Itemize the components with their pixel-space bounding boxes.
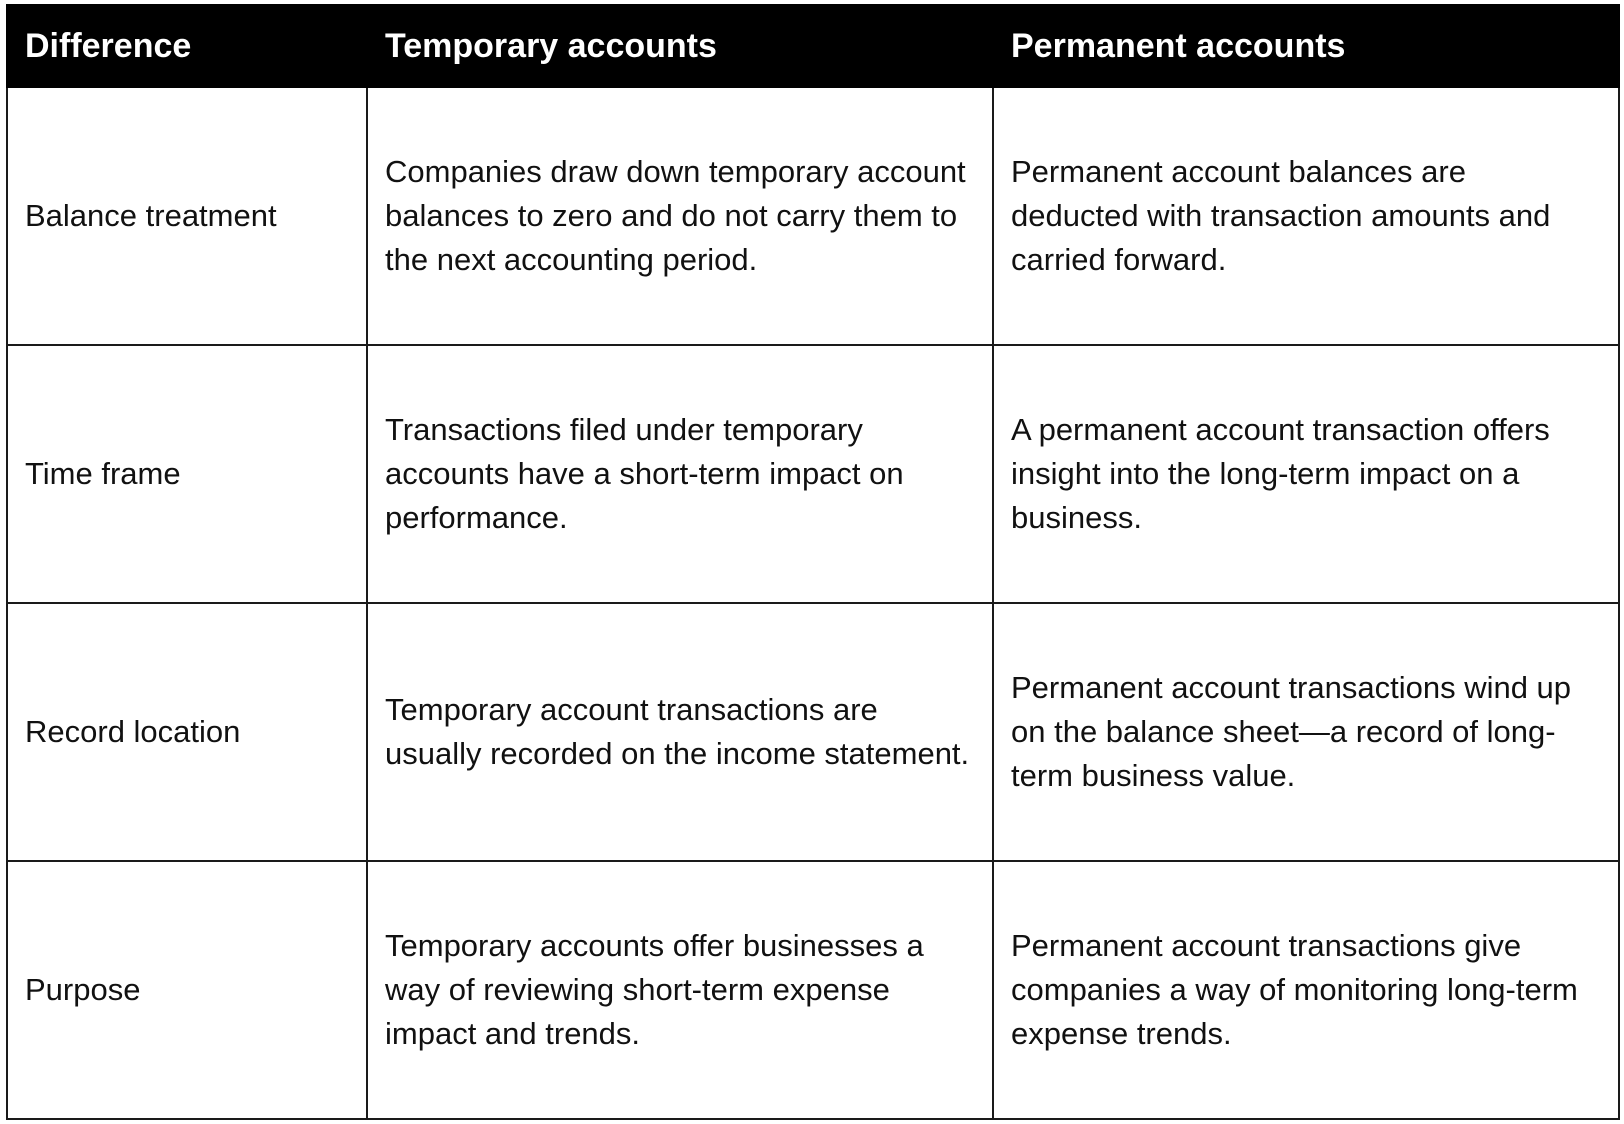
table-row (7, 603, 1619, 861)
temporary-cell: Temporary account transactions are usually recorded on the income statement. (367, 603, 993, 861)
header-permanent-accounts: Permanent accounts (993, 5, 1619, 87)
permanent-cell: Permanent account transactions wind up on the balance sheet—a record of long-term business value. (993, 603, 1619, 861)
permanent-cell: A permanent account transaction offers insight into the long-term impact on a business. (993, 345, 1619, 603)
comparison-table (6, 4, 1620, 1120)
permanent-cell: Permanent account transactions give companies a way of monitoring long-term expense trends. (993, 861, 1619, 1119)
header-temporary-accounts: Temporary accounts (367, 5, 993, 87)
difference-cell: Balance treatment (7, 87, 367, 345)
table-row (7, 87, 1619, 345)
table-row (7, 861, 1619, 1119)
table-row (7, 345, 1619, 603)
comparison-table-container (6, 4, 1618, 1118)
difference-cell: Purpose (7, 861, 367, 1119)
permanent-cell: Permanent account balances are deducted with transaction amounts and carried forward. (993, 87, 1619, 345)
header-row (7, 5, 1619, 87)
table-body (7, 87, 1619, 1119)
difference-cell: Time frame (7, 345, 367, 603)
temporary-cell: Transactions filed under temporary accounts have a short-term impact on performance. (367, 345, 993, 603)
table-header (7, 5, 1619, 87)
temporary-cell: Companies draw down temporary account balances to zero and do not carry them to the next accounting period. (367, 87, 993, 345)
difference-cell: Record location (7, 603, 367, 861)
temporary-cell: Temporary accounts offer businesses a way of reviewing short-term expense impact and trends. (367, 861, 993, 1119)
header-difference: Difference (7, 5, 367, 87)
